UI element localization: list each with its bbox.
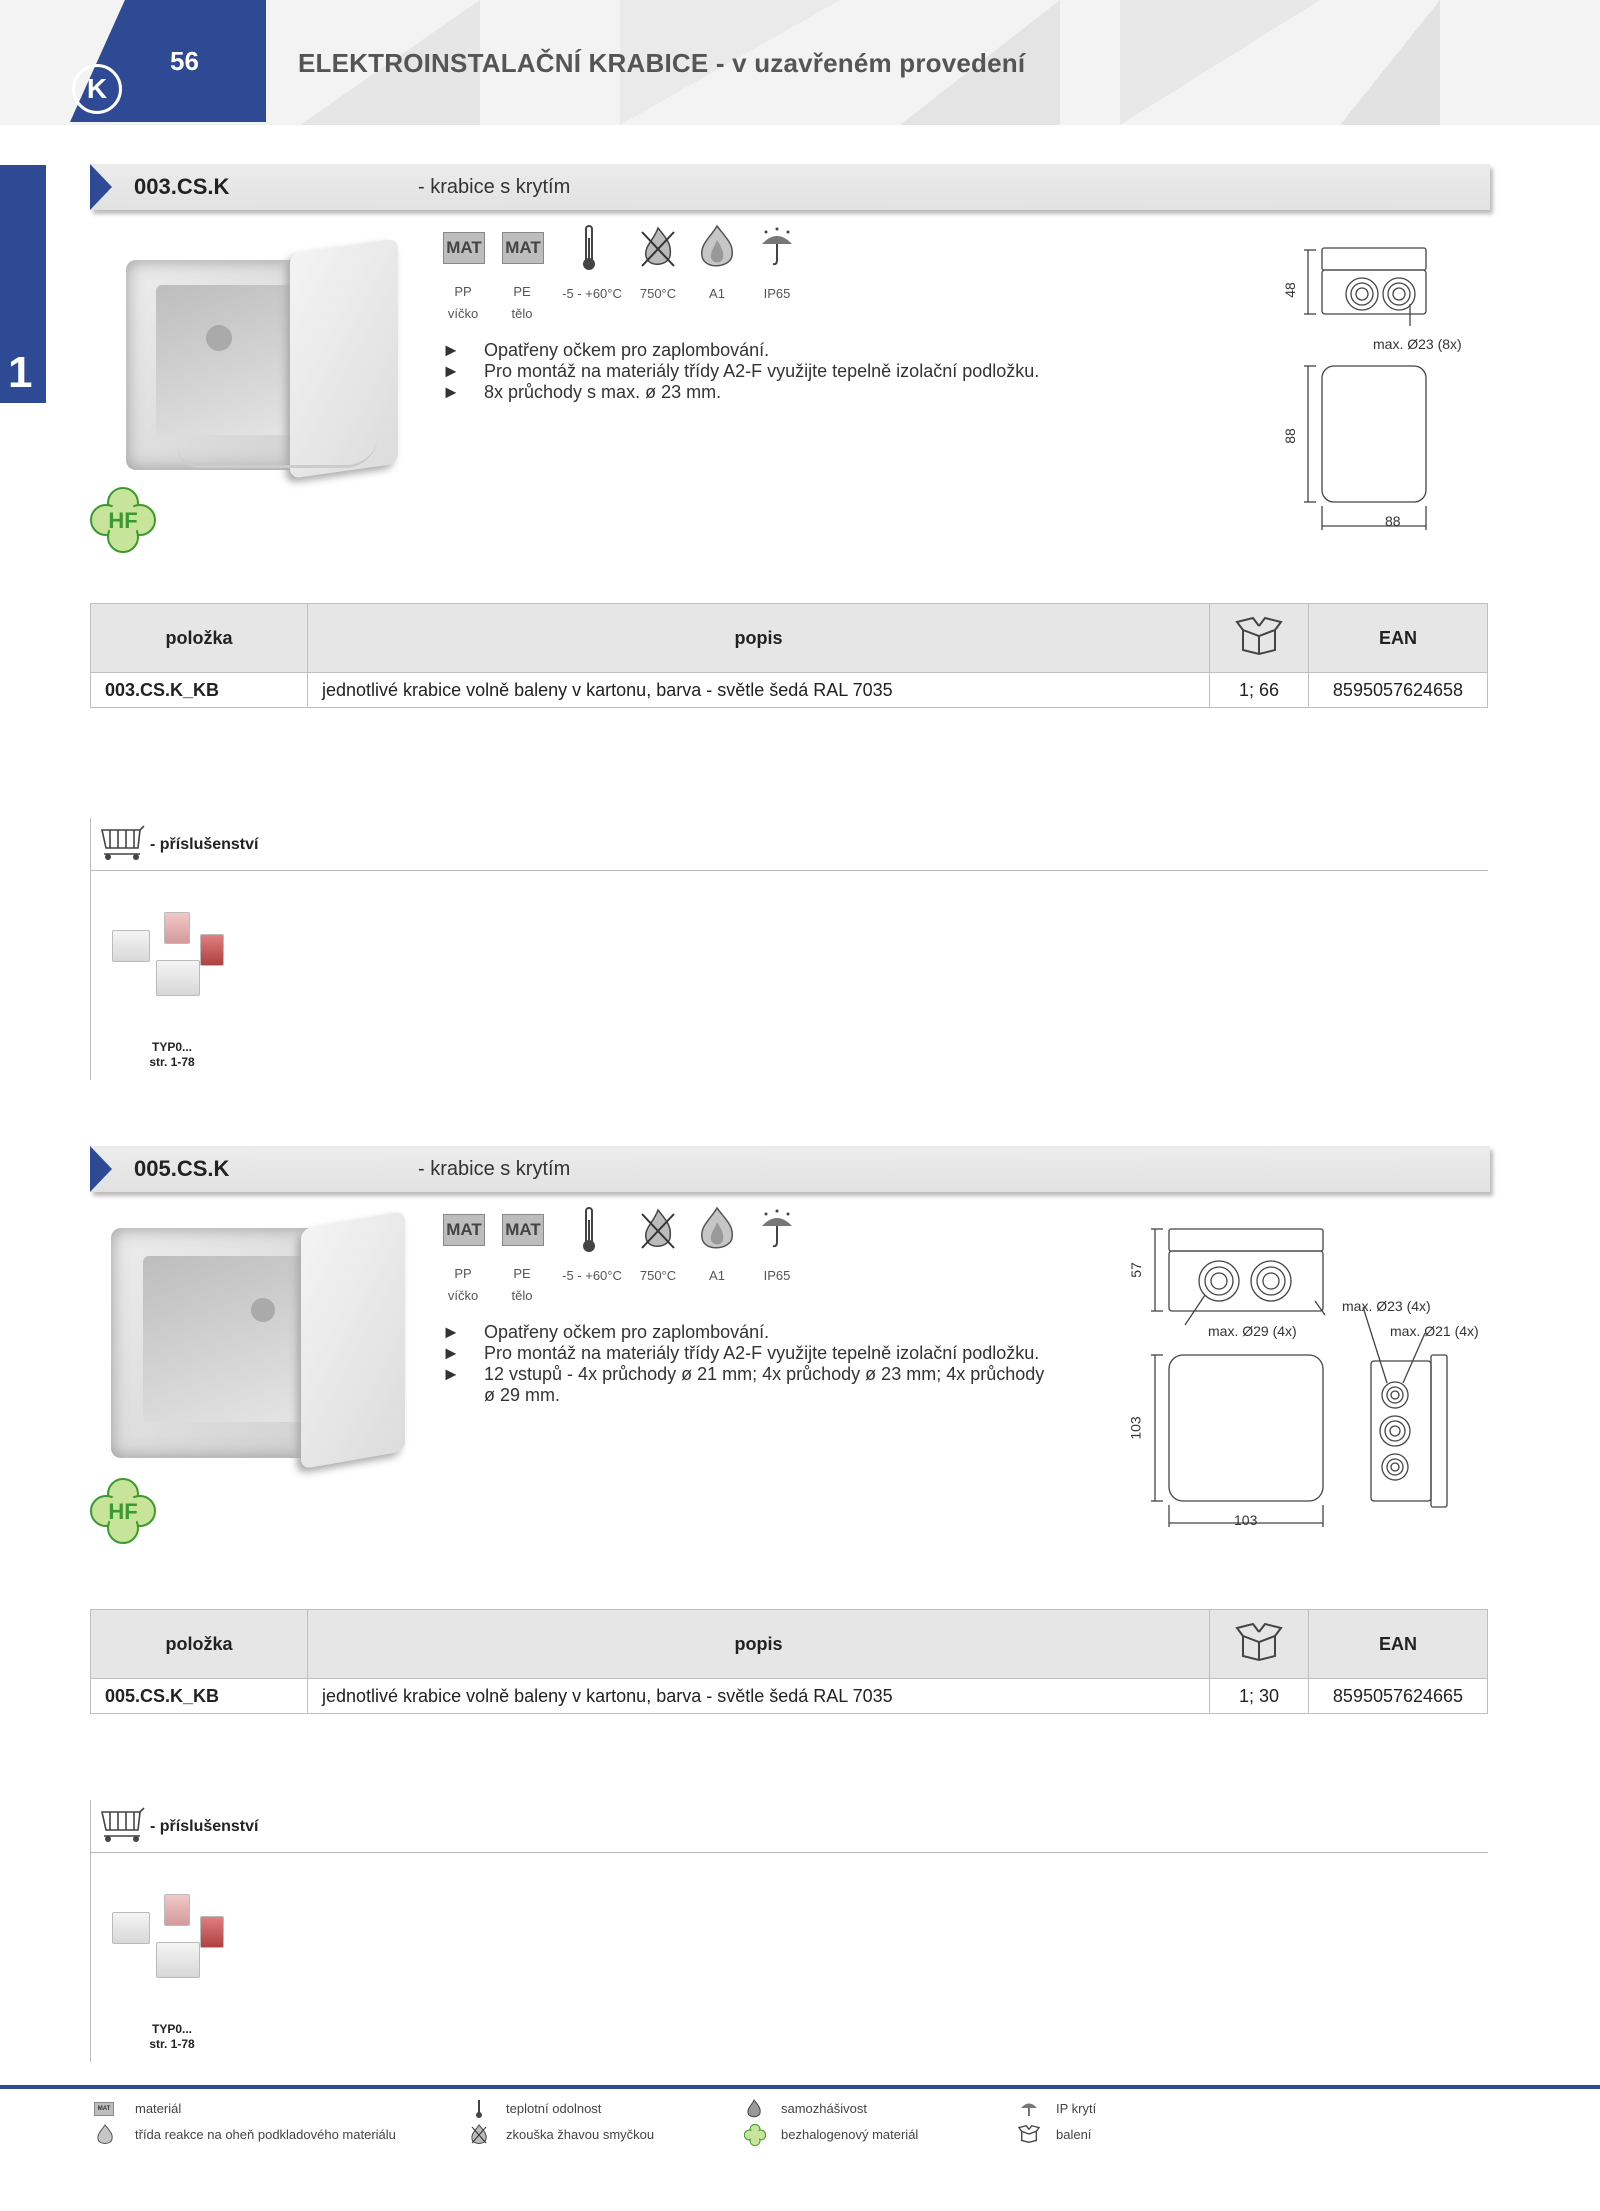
- legend-text: samozhášivost: [781, 2101, 867, 2116]
- mat-icon: MAT: [502, 1214, 544, 1246]
- table-row: [91, 673, 1488, 708]
- thermometer-icon: [475, 2100, 483, 2118]
- legend-text: balení: [1056, 2127, 1092, 2142]
- legend-text: IP krytí: [1056, 2101, 1097, 2116]
- page-title: ELEKTROINSTALAČNÍ KRABICE - v uzavřeném provedení: [298, 48, 1026, 78]
- box-icon: [1235, 1622, 1283, 1662]
- accessory-image[interactable]: [108, 1890, 238, 1990]
- column-header-package: [1210, 1610, 1309, 1679]
- feature-item: 8x průchody s max. ø 23 mm.: [484, 382, 722, 402]
- box-icon: [1235, 616, 1283, 656]
- dimension-note: max. Ø23 (4x): [1342, 1298, 1431, 1314]
- feature-item: ø 29 mm.: [484, 1385, 561, 1405]
- legend-text: třída reakce na oheň podkladového materiálu: [135, 2127, 396, 2142]
- accessories-divider: [90, 1852, 1488, 1853]
- section-number: 1: [8, 348, 33, 397]
- hf-badge-label: HF: [108, 1499, 138, 1524]
- material-lid-sublabel: víčko: [447, 1288, 479, 1303]
- accessories-border: [90, 1800, 91, 2062]
- column-header-ean: EAN: [1309, 1610, 1488, 1679]
- table-header-row: [91, 604, 1488, 673]
- material-lid-label: PP: [454, 1266, 472, 1281]
- glow-wire-icon: [638, 1208, 678, 1252]
- legend-text: teplotní odolnost: [506, 2101, 602, 2116]
- accessories-label: - příslušenství: [150, 1818, 259, 1835]
- dimension-side: 88: [1281, 428, 1298, 444]
- legend-text: zkouška žhavou smyčkou: [506, 2127, 655, 2142]
- product-table: [90, 603, 1488, 708]
- technical-drawing: [1280, 236, 1490, 536]
- brand-logo: K: [72, 64, 122, 114]
- dimension-note: max. Ø21 (4x): [1390, 1323, 1479, 1339]
- accessory-page-ref: str. 1-78: [149, 2037, 195, 2051]
- umbrella-icon: [760, 1208, 794, 1250]
- product-description: - krabice s krytím: [418, 1158, 571, 1180]
- column-header-description: popis: [308, 604, 1210, 673]
- cell-ean: 8595057624665: [1309, 1679, 1488, 1714]
- glow-wire-label: 750°C: [639, 1268, 677, 1283]
- flame-icon: [745, 2099, 763, 2119]
- footer-divider: [0, 2085, 1600, 2089]
- box-icon: [1018, 2124, 1040, 2144]
- cart-icon: [100, 824, 146, 862]
- material-body-sublabel: tělo: [511, 1288, 533, 1303]
- material-body-sublabel: tělo: [511, 306, 533, 321]
- column-header-item: položka: [91, 604, 308, 673]
- feature-item: Pro montáž na materiály třídy A2-F využijte tepelně izolační podložku.: [484, 1343, 1040, 1363]
- mat-icon: MAT: [94, 2102, 114, 2116]
- legend-text: bezhalogenový materiál: [781, 2127, 919, 2142]
- cell-package: 1; 30: [1210, 1679, 1309, 1714]
- temperature-label: -5 - +60°C: [562, 1268, 622, 1283]
- cell-ean: 8595057624658: [1309, 673, 1488, 708]
- cell-description: jednotlivé krabice volně baleny v kartonu, barva - světle šedá RAL 7035: [308, 673, 1210, 708]
- fire-class-icon: [96, 2124, 114, 2146]
- fire-class-icon: [696, 1206, 738, 1252]
- product-photo: [105, 1210, 415, 1480]
- thermometer-icon: [580, 224, 598, 272]
- product-bar: [90, 164, 1490, 210]
- cell-item: 005.CS.K_KB: [91, 1679, 308, 1714]
- material-lid-sublabel: víčko: [447, 306, 479, 321]
- product-photo: [118, 240, 418, 490]
- dimension-note: max. Ø23 (8x): [1373, 336, 1462, 352]
- fire-class-icon: [696, 224, 738, 270]
- mat-icon: MAT: [443, 1214, 485, 1246]
- cell-item: 003.CS.K_KB: [91, 673, 308, 708]
- glow-wire-icon: [638, 226, 678, 270]
- accessory-type-label[interactable]: TYP0...: [151, 1040, 192, 1054]
- feature-list: ► Opatřeny očkem pro zaplombování. ► Pro montáž na materiály třídy A2-F využijte tepelně izolační podložku. ► 12 vstupů - 4x průchody ø 21 mm; 4x průchody ø 23 mm; 4x průchody ø 29 mm.: [442, 1322, 1045, 1405]
- technical-drawing: [1125, 1215, 1495, 1535]
- material-body-label: PE: [513, 284, 531, 299]
- feature-item: Pro montáž na materiály třídy A2-F využijte tepelně izolační podložku.: [484, 361, 1040, 381]
- product-description: - krabice s krytím: [418, 176, 571, 198]
- dimension-note: max. Ø29 (4x): [1208, 1323, 1297, 1339]
- hf-badge-label: HF: [108, 508, 138, 533]
- product-code: 005.CS.K: [134, 1156, 230, 1181]
- cart-icon: [100, 1806, 146, 1844]
- glow-wire-label: 750°C: [639, 286, 677, 301]
- product-bar-arrow: [90, 164, 112, 210]
- fire-class-label: A1: [709, 1268, 725, 1283]
- fire-class-label: A1: [709, 286, 725, 301]
- cell-description: jednotlivé krabice volně baleny v kartonu, barva - světle šedá RAL 7035: [308, 1679, 1210, 1714]
- dimension-width: 103: [1234, 1512, 1258, 1528]
- mat-icon: MAT: [443, 232, 485, 264]
- umbrella-icon: [760, 226, 794, 268]
- dimension-side: 103: [1127, 1416, 1144, 1440]
- material-lid-label: PP: [454, 284, 472, 299]
- accessory-type-label[interactable]: TYP0...: [151, 2022, 192, 2036]
- feature-item: Opatřeny očkem pro zaplombování.: [484, 1322, 770, 1342]
- feature-list: ► Opatřeny očkem pro zaplombování. ► Pro montáž na materiály třídy A2-F využijte tepelně izolační podložku. ► 8x průchody s max. ø 23 mm.: [442, 340, 1040, 402]
- legend-text: materiál: [135, 2101, 182, 2116]
- mat-icon: MAT: [502, 232, 544, 264]
- product-bar: [90, 1146, 1490, 1192]
- column-header-description: popis: [308, 1610, 1210, 1679]
- column-header-package: [1210, 604, 1309, 673]
- accessory-image[interactable]: [108, 908, 238, 1008]
- thermometer-icon: [580, 1206, 598, 1254]
- material-body-label: PE: [513, 1266, 531, 1281]
- umbrella-icon: [1020, 2099, 1038, 2119]
- product-table: [90, 1609, 1488, 1714]
- glow-wire-icon: [470, 2124, 488, 2146]
- table-row: [91, 1679, 1488, 1714]
- ip-rating-label: IP65: [763, 1268, 791, 1283]
- feature-item: Opatřeny očkem pro zaplombování.: [484, 340, 770, 360]
- ip-rating-label: IP65: [763, 286, 791, 301]
- accessories-label: - příslušenství: [150, 836, 259, 853]
- column-header-ean: EAN: [1309, 604, 1488, 673]
- column-header-item: položka: [91, 1610, 308, 1679]
- hf-icon: [744, 2124, 766, 2146]
- dimension-height: 57: [1127, 1262, 1144, 1278]
- product-code: 003.CS.K: [134, 174, 230, 199]
- accessories-border: [90, 818, 91, 1080]
- temperature-label: -5 - +60°C: [562, 286, 622, 301]
- accessory-page-ref: str. 1-78: [149, 1055, 195, 1069]
- page-number: 56: [170, 46, 199, 76]
- dimension-height: 48: [1281, 282, 1298, 298]
- dimension-width: 88: [1385, 513, 1401, 529]
- cell-package: 1; 66: [1210, 673, 1309, 708]
- product-bar-arrow: [90, 1146, 112, 1192]
- table-header-row: [91, 1610, 1488, 1679]
- accessories-divider: [90, 870, 1488, 871]
- feature-item: 12 vstupů - 4x průchody ø 21 mm; 4x průchody ø 23 mm; 4x průchody: [484, 1364, 1045, 1384]
